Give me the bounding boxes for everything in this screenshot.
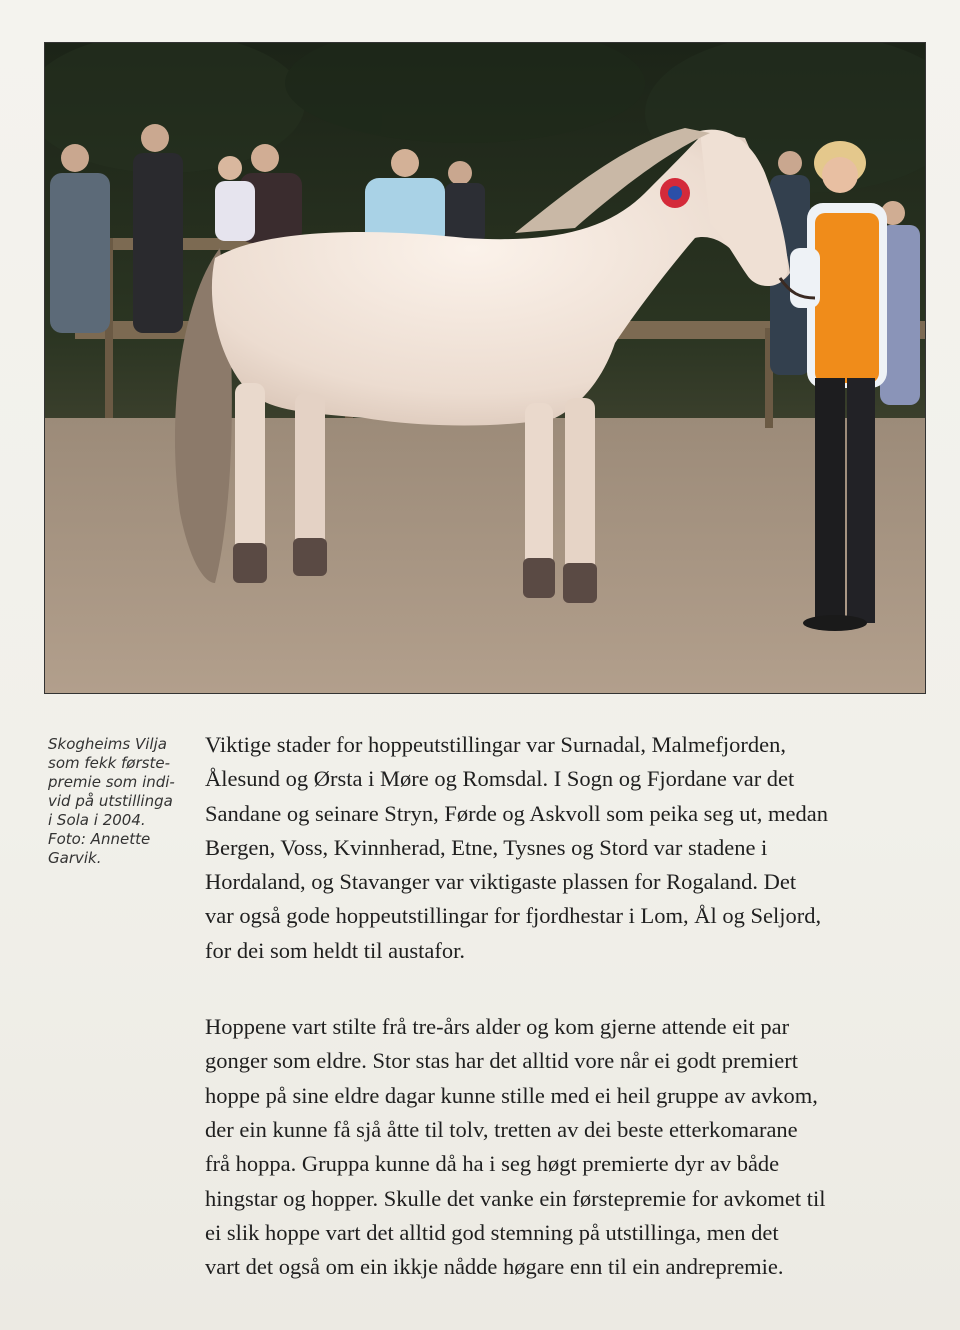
paragraph-2 — [205, 1010, 925, 1284]
horse-photo — [44, 42, 926, 694]
text-line: ei slik hoppe vart det alltid god stemning på utstillinga, men det — [205, 1219, 779, 1245]
text-line: var også gode hoppeutstillingar for fjordhestar i Lom, Ål og Seljord, — [205, 903, 822, 929]
text-line: hingstar og hopper. Skulle det vanke ein førstepremie for avkomet til — [205, 1185, 826, 1211]
text-line: gonger som eldre. Stor stas har det alltid vore når ei godt premiert — [205, 1048, 798, 1074]
caption-line: Skogheims Vilja — [48, 735, 167, 753]
caption-line: vid på utstillinga — [48, 792, 173, 810]
caption-line: Garvik. — [48, 849, 102, 867]
text-line: for dei som heldt til austafor. — [205, 937, 465, 963]
caption-line: Foto: Annette — [48, 830, 151, 848]
text-line: vart det også om ein ikkje nådde høgare enn til ein andrepremie. — [205, 1254, 784, 1280]
text-line: der ein kunne få sjå åtte til tolv, tretten av dei beste etterkomarane — [205, 1116, 798, 1142]
body-text — [205, 728, 925, 1284]
caption-line: premie som indi- — [48, 773, 175, 791]
photo-caption — [48, 735, 183, 868]
text-line: hoppe på sine eldre dagar kunne stille med ei heil gruppe av avkom, — [205, 1082, 818, 1108]
text-line: Sandane og seinare Stryn, Førde og Askvoll som peika seg ut, medan — [205, 800, 829, 826]
text-line: Hoppene vart stilte frå tre-års alder og kom gjerne attende eit par — [205, 1014, 790, 1040]
caption-line: som fekk første- — [48, 754, 170, 772]
text-line: Ålesund og Ørsta i Møre og Romsdal. I Sogn og Fjordane var det — [205, 766, 795, 792]
text-line: Viktige stader for hoppeutstillingar var Surnadal, Malmefjorden, — [205, 732, 786, 757]
caption-line: i Sola i 2004. — [48, 811, 146, 829]
horse-photo-illustration — [45, 43, 925, 693]
text-line: frå hoppa. Gruppa kunne då ha i seg høgt premierte dyr av både — [205, 1151, 780, 1177]
text-line: Hordaland, og Stavanger var viktigaste plassen for Rogaland. Det — [205, 869, 797, 895]
paragraph-1 — [205, 728, 925, 968]
text-line: Bergen, Voss, Kvinnherad, Etne, Tysnes og Stord var stadene i — [205, 834, 768, 860]
